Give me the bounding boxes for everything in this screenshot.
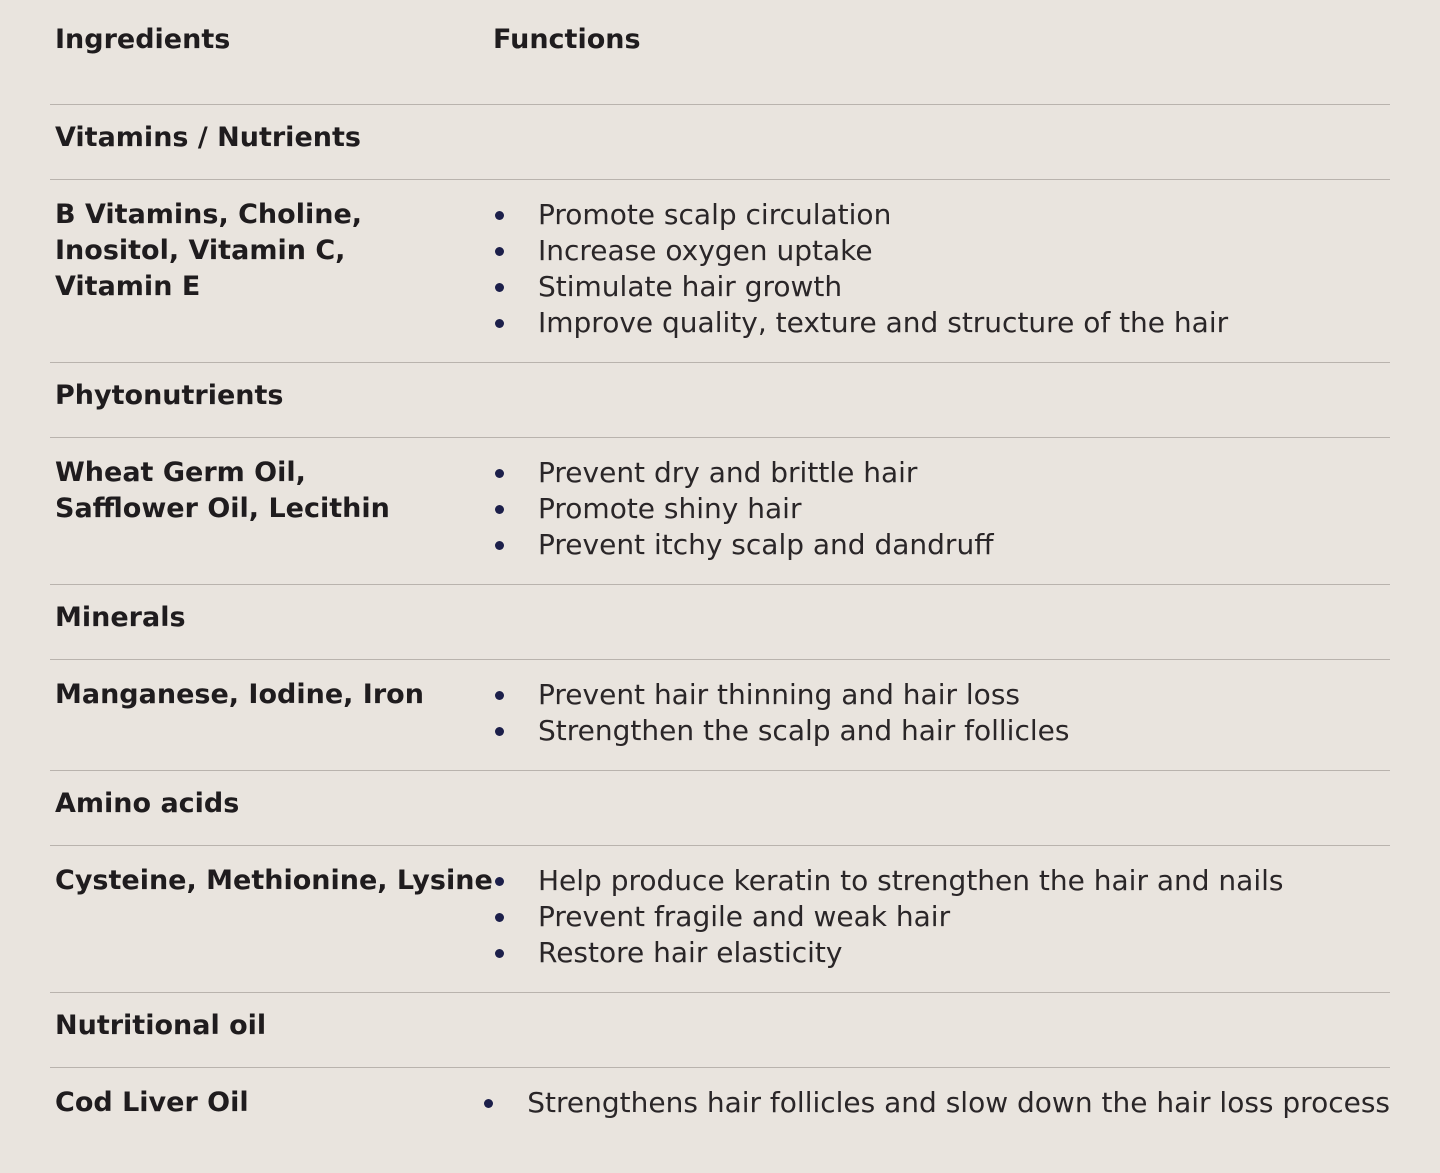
ingredients-table <box>50 0 1390 1168</box>
function-text: Prevent fragile and weak hair <box>538 900 951 933</box>
ingredient-text: Cysteine, Methionine, Lysine <box>55 865 493 896</box>
bullet-icon <box>495 877 504 886</box>
ingredient-text: B Vitamins, Choline, Inositol, Vitamin C, Vitamin E <box>55 199 363 302</box>
function-list-cell <box>493 846 1390 971</box>
bullet-icon <box>495 505 504 514</box>
list-item <box>493 713 1390 749</box>
function-list-cell <box>493 660 1390 749</box>
list-item <box>493 233 1390 269</box>
table-header <box>50 0 1390 105</box>
function-text: Help produce keratin to strengthen the hair and nails <box>538 864 1284 897</box>
function-text: Promote scalp circulation <box>538 198 892 231</box>
function-text: Prevent hair thinning and hair loss <box>538 678 1020 711</box>
bullet-icon <box>495 541 504 550</box>
function-text: Stimulate hair growth <box>538 270 843 303</box>
category-label: Phytonutrients <box>55 380 284 411</box>
list-item <box>493 197 1390 233</box>
function-list-cell <box>493 438 1390 563</box>
function-list-cell <box>482 1068 1390 1121</box>
ingredients-column-header: Ingredients <box>55 23 231 55</box>
table-row <box>50 438 1390 585</box>
list-item <box>493 305 1390 341</box>
function-text: Increase oxygen uptake <box>538 234 873 267</box>
table-row <box>50 1068 1390 1168</box>
list-item <box>493 491 1390 527</box>
bullet-icon <box>495 913 504 922</box>
function-text: Prevent dry and brittle hair <box>538 456 918 489</box>
ingredient-names <box>50 180 493 305</box>
bullet-icon <box>495 283 504 292</box>
bullet-icon <box>495 211 504 220</box>
category-label: Vitamins / Nutrients <box>55 122 361 153</box>
function-text: Strengthens hair follicles and slow down the hair loss process <box>527 1086 1390 1119</box>
function-list <box>482 1085 1390 1121</box>
ingredient-text: Wheat Germ Oil, Safflower Oil, Lecithin <box>55 457 390 524</box>
list-item <box>493 455 1390 491</box>
table-row <box>50 660 1390 771</box>
function-text: Strengthen the scalp and hair follicles <box>538 714 1070 747</box>
ingredient-names <box>50 846 493 899</box>
list-item <box>493 935 1390 971</box>
category-row <box>50 105 1390 180</box>
bullet-icon <box>495 319 504 328</box>
ingredient-names <box>50 1068 482 1121</box>
category-label: Minerals <box>55 602 186 633</box>
function-text: Prevent itchy scalp and dandruff <box>538 528 994 561</box>
category-row <box>50 771 1390 846</box>
bullet-icon <box>484 1099 493 1108</box>
list-item <box>482 1085 1390 1121</box>
list-item <box>493 677 1390 713</box>
list-item <box>493 863 1390 899</box>
function-text: Promote shiny hair <box>538 492 802 525</box>
bullet-icon <box>495 727 504 736</box>
category-row <box>50 363 1390 438</box>
ingredient-names <box>50 660 493 713</box>
bullet-icon <box>495 691 504 700</box>
functions-column-header: Functions <box>493 23 641 55</box>
list-item <box>493 527 1390 563</box>
bullet-icon <box>495 247 504 256</box>
list-item <box>493 269 1390 305</box>
category-label: Amino acids <box>55 788 240 819</box>
table-row <box>50 846 1390 993</box>
category-row <box>50 993 1390 1068</box>
function-list <box>493 677 1390 749</box>
function-text: Restore hair elasticity <box>538 936 843 969</box>
bullet-icon <box>495 469 504 478</box>
category-row <box>50 585 1390 660</box>
ingredient-text: Cod Liver Oil <box>55 1087 249 1118</box>
bullet-icon <box>495 949 504 958</box>
function-list <box>493 197 1390 341</box>
ingredient-names <box>50 438 493 527</box>
table-row <box>50 180 1390 363</box>
function-list <box>493 455 1390 563</box>
function-text: Improve quality, texture and structure of the hair <box>538 306 1229 339</box>
function-list-cell <box>493 180 1390 341</box>
function-list <box>493 863 1390 971</box>
ingredient-text: Manganese, Iodine, Iron <box>55 679 424 710</box>
category-label: Nutritional oil <box>55 1010 267 1041</box>
list-item <box>493 899 1390 935</box>
